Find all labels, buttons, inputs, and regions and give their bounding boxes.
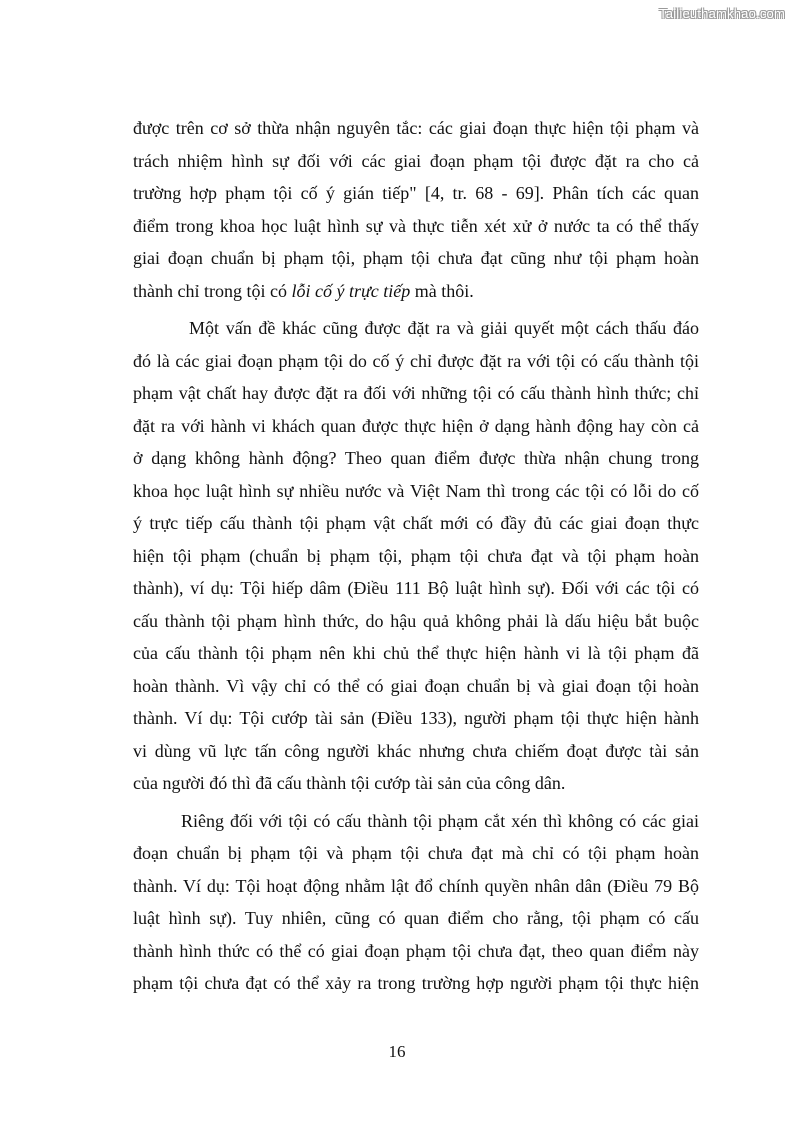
text-line: ý trực tiếp cấu thành tội phạm vật chất mới có đầy đủ các giai đoạn thực [133,513,699,533]
text-line: khoa học luật hình sự nhiều nước và Việt Nam thì trong các tội có lỗi do cố [133,480,699,501]
text-line: vi dùng vũ lực tấn công người khác nhưng chưa chiếm đoạt được tài sản [133,740,699,761]
text-line: hoàn thành. Vì vậy chỉ có thể có giai đoạn chuẩn bị và giai đoạn tội hoàn [133,675,699,696]
italic-term: lỗi cố ý trực tiếp [291,280,411,301]
text-line: thành. Ví dụ: Tội cướp tài sản (Điều 133), người phạm tội thực hiện hành [133,708,699,728]
text-line: đoạn chuẩn bị phạm tội và phạm tội chưa đạt mà chỉ có tội phạm hoàn [133,843,699,863]
text-line: thành hình thức có thể có giai đoạn phạm tội chưa đạt, theo quan điểm này [133,940,699,961]
text-run: thành chỉ trong tội có [133,280,292,301]
text-line: đặt ra với hành vi khách quan được thực hiện ở dạng hành động hay còn cả [133,415,699,436]
text-line: đó là các giai đoạn phạm tội do cố ý chỉ được đặt ra với tội có cấu thành tội [133,350,699,371]
text-line: ở dạng không hành động? Theo quan điểm được thừa nhận chung trong [133,448,699,468]
text-line: thành. Ví dụ: Tội hoạt động nhằm lật đổ chính quyền nhân dân (Điều 79 Bộ [133,875,699,896]
text-line: của cấu thành tội phạm nên khi chủ thể thực hiện hành vi là tội phạm đã [133,643,699,663]
text-line [133,275,699,308]
text-line: hiện tội phạm (chuẩn bị phạm tội, phạm tội chưa đạt và tội phạm hoàn [133,545,699,566]
text-line: phạm vật chất hay được đặt ra đối với những tội có cấu thành hình thức; chỉ [133,383,699,403]
text-line: giai đoạn chuẩn bị phạm tội, phạm tội chưa đạt cũng như tội phạm hoàn [133,248,699,268]
text-line: trường hợp phạm tội cố ý gián tiếp" [4, tr. 68 - 69]. Phân tích các quan [133,183,699,203]
page-number: 16 [388,1042,406,1061]
paragraph-1 [133,112,699,307]
text-line: Riêng đối với tội có cấu thành tội phạm cắt xén thì không có các giai [181,810,699,831]
text-line: cấu thành tội phạm hình thức, do hậu quả không phải là dấu hiệu bắt buộc [133,610,699,631]
text-line: trách nhiệm hình sự đối với các giai đoạn phạm tội được đặt ra cho cả [133,150,699,171]
text-line: phạm tội chưa đạt có thể xảy ra trong trường hợp người phạm tội thực hiện [133,973,699,993]
text-line: luật hình sự). Tuy nhiên, cũng có quan điểm cho rằng, tội phạm có cấu [133,908,699,928]
text-line: điểm trong khoa học luật hình sự và thực tiễn xét xử ở nước ta có thể thấy [133,215,699,236]
text-line: thành), ví dụ: Tội hiếp dâm (Điều 111 Bộ luật hình sự). Đối với các tội có [133,578,699,598]
text-line: của người đó thì đã cấu thành tội cướp tài sản của công dân. [133,773,566,793]
paragraph-3 [133,805,699,1000]
text-run: mà thôi. [410,280,474,301]
text-line: được trên cơ sở thừa nhận nguyên tắc: các giai đoạn thực hiện tội phạm và [133,118,699,138]
paragraph-2 [133,312,699,800]
watermark: Tailieuthamkhao.com [659,6,785,21]
text-line: Một vấn đề khác cũng được đặt ra và giải quyết một cách thấu đáo [189,318,699,338]
document-body [133,112,699,1000]
